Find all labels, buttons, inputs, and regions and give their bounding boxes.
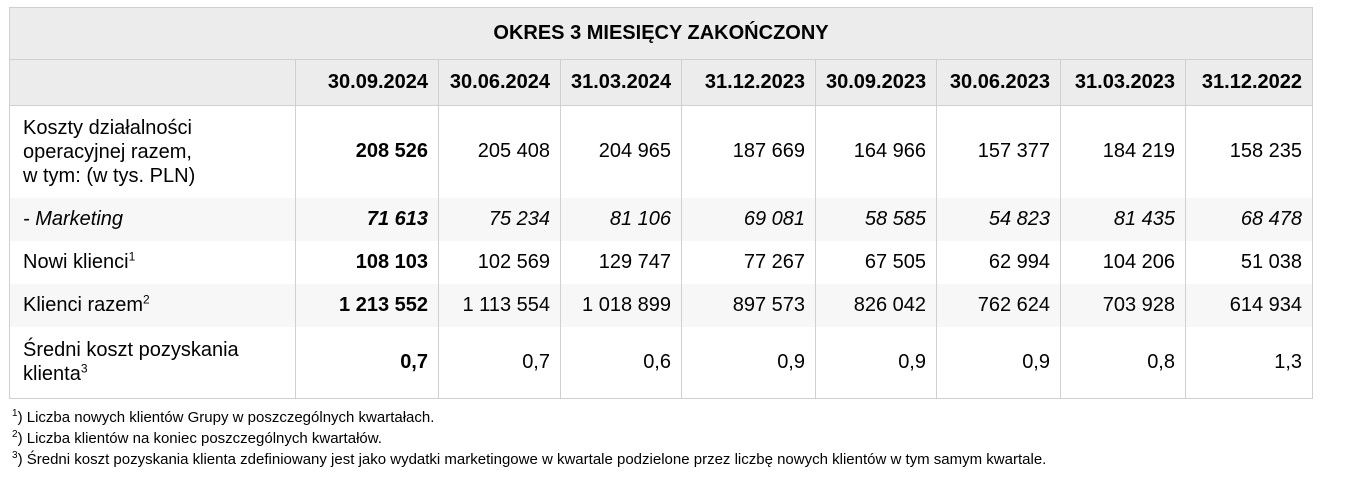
table-cell: 102 569	[439, 241, 561, 284]
table-cell: 762 624	[937, 284, 1061, 327]
table-cell: 0,8	[1061, 327, 1186, 399]
table-row-sredni-koszt	[10, 327, 1313, 399]
column-header: 31.03.2024	[561, 60, 682, 106]
footnote-text: ) Średni koszt pozyskania klienta zdefiniowany jest jako wydatki marketingowe w kwartale podzielone przez liczbę nowych klientów w tym samym kwartale.	[17, 451, 1047, 468]
row-label-sredni-koszt	[10, 327, 296, 399]
column-header: 30.09.2023	[816, 60, 937, 106]
row-label-text: Nowi klienci	[23, 251, 129, 273]
table-cell: 0,6	[561, 327, 682, 399]
table-cell: 0,9	[682, 327, 816, 399]
table-cell: 68 478	[1186, 198, 1313, 241]
footnote-marker: 2	[143, 292, 150, 307]
table-cell: 614 934	[1186, 284, 1313, 327]
row-label-line: w tym: (w tys. PLN)	[23, 164, 196, 187]
row-label-klienci-razem	[10, 284, 296, 327]
table-cell: 1 213 552	[296, 284, 439, 327]
column-header: 31.12.2022	[1186, 60, 1313, 106]
column-header-row	[10, 60, 1313, 106]
table-cell: 104 206	[1061, 241, 1186, 284]
table-cell: 208 526	[296, 106, 439, 198]
table-cell: 54 823	[937, 198, 1061, 241]
quarterly-kpi-table	[9, 7, 1313, 399]
table-cell: 51 038	[1186, 241, 1313, 284]
row-label-line: Koszty działalności	[23, 116, 192, 139]
row-label-koszty	[10, 106, 296, 198]
row-label-marketing: - Marketing	[10, 198, 296, 241]
row-label-nowi-klienci	[10, 241, 296, 284]
table-cell: 205 408	[439, 106, 561, 198]
row-label-line: klienta	[23, 363, 81, 386]
column-header: 30.06.2023	[937, 60, 1061, 106]
table-row-klienci-razem	[10, 284, 1313, 327]
table-cell: 826 042	[816, 284, 937, 327]
column-header: 30.09.2024	[296, 60, 439, 106]
table-title-row	[10, 8, 1313, 60]
table-cell: 204 965	[561, 106, 682, 198]
column-header: 30.06.2024	[439, 60, 561, 106]
table-cell: 77 267	[682, 241, 816, 284]
table-cell: 1,3	[1186, 327, 1313, 399]
footnote-marker: 3	[80, 361, 88, 376]
table-row-marketing	[10, 198, 1313, 241]
footnote-marker: 1	[128, 249, 136, 264]
table-cell: 62 994	[937, 241, 1061, 284]
footnote-3	[12, 449, 1046, 470]
table-cell: 703 928	[1061, 284, 1186, 327]
table-cell: 164 966	[816, 106, 937, 198]
footnote-mark: 1	[12, 408, 18, 419]
table-cell: 897 573	[682, 284, 816, 327]
table-cell: 81 106	[561, 198, 682, 241]
table-title: OKRES 3 MIESIĘCY ZAKOŃCZONY	[10, 8, 1313, 60]
table-cell: 184 219	[1061, 106, 1186, 198]
column-header: 31.12.2023	[682, 60, 816, 106]
table-cell: 1 113 554	[439, 284, 561, 327]
header-empty-cell	[10, 60, 296, 106]
row-label-line: Średni koszt pozyskania	[23, 339, 239, 362]
footnote-mark: 2	[12, 429, 18, 440]
table-cell: 58 585	[816, 198, 937, 241]
footnote-1	[12, 407, 1046, 428]
table-cell: 0,9	[816, 327, 937, 399]
row-label-line: operacyjnej razem,	[23, 140, 192, 163]
footnotes	[12, 407, 1046, 470]
table-cell: 0,7	[439, 327, 561, 399]
table-cell: 1 018 899	[561, 284, 682, 327]
table-cell: 75 234	[439, 198, 561, 241]
row-label-text: Klienci razem	[23, 294, 144, 316]
table-cell: 0,7	[296, 327, 439, 399]
table-row-koszty	[10, 106, 1313, 198]
table-cell: 0,9	[937, 327, 1061, 399]
column-header: 31.03.2023	[1061, 60, 1186, 106]
table-cell: 71 613	[296, 198, 439, 241]
table-cell: 108 103	[296, 241, 439, 284]
table-cell: 157 377	[937, 106, 1061, 198]
table-cell: 67 505	[816, 241, 937, 284]
table-cell: 69 081	[682, 198, 816, 241]
footnote-text: ) Liczba nowych klientów Grupy w poszczególnych kwartałach.	[17, 409, 435, 426]
table-cell: 129 747	[561, 241, 682, 284]
table-cell: 158 235	[1186, 106, 1313, 198]
table-cell: 81 435	[1061, 198, 1186, 241]
footnote-text: ) Liczba klientów na koniec poszczególnych kwartałów.	[17, 430, 382, 447]
footnote-mark: 3	[12, 450, 18, 461]
footnote-2	[12, 428, 1046, 449]
table-row-nowi-klienci	[10, 241, 1313, 284]
table-cell: 187 669	[682, 106, 816, 198]
